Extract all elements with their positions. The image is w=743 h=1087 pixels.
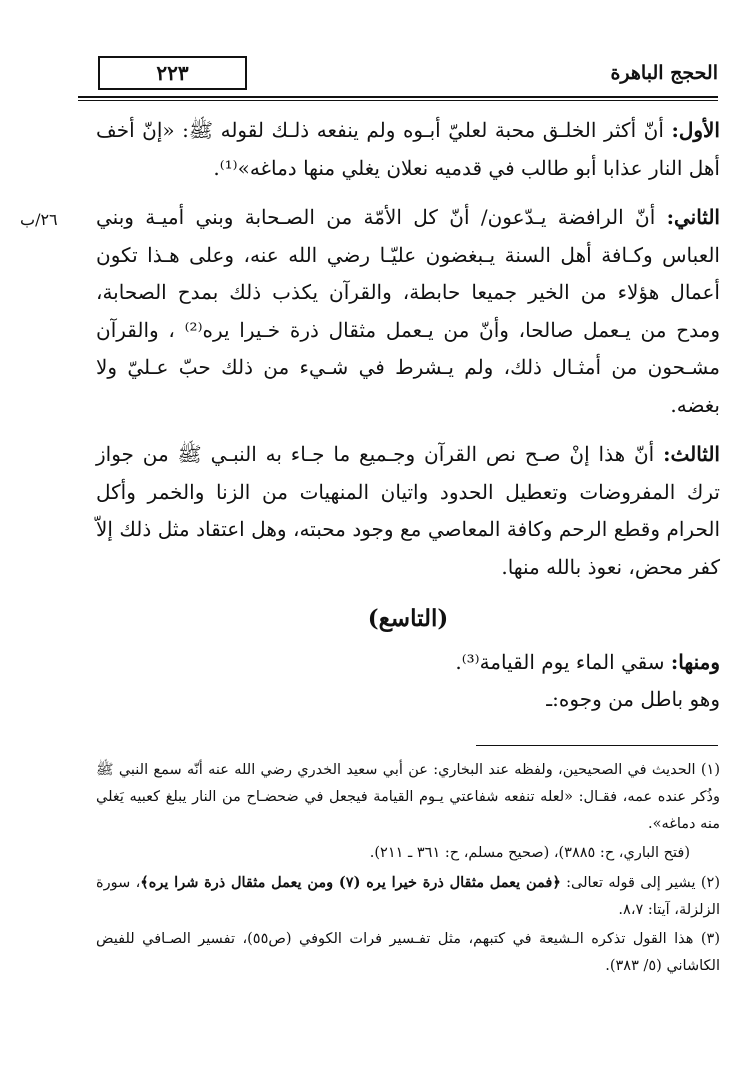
margin-folio-note: ٢٦/ب	[20, 210, 58, 229]
footnote-2	[96, 869, 720, 924]
footnote-suffix: ، سورة الزلزلة، آيتا: ٨،٧.	[96, 875, 720, 918]
footnote-1	[96, 757, 720, 838]
footnotes	[96, 757, 720, 982]
paragraph-fifth: وهو باطل من وجوه:ـ	[546, 687, 720, 711]
footnote-text: (٣) هذا القول تذكره الـشيعة في كتبهم، مثل تفـسير فرات الكوفي (ص٥٥)، تفسير الصـافي للفيض الكاشاني (٥/ ٣٨٣).	[96, 931, 720, 974]
paragraph-text: سقي الماء يوم القيامة⁽³⁾.	[455, 649, 671, 674]
paragraph-fourth	[96, 644, 720, 682]
footnote-prefix: (٢) يشير إلى قوله تعالى:	[560, 875, 720, 891]
quran-quote: ﴿فمن يعمل مثقال ذرة خيرا يره (٧) ومن يعمل مثقال ذرة شرا يره﴾	[140, 874, 561, 891]
footnote-text: (١) الحديث في الصحيحين، ولفظه عند البخاري: عن أبي سعيد الخدري رضي الله عنه أنّه سمع النبي ﷺ وذُكر عنده عمه، فقـال: «لعله تنفعه شفاعتي يـوم القيامة فيجعل في ضحضـاح من النار يبلغ كعبيه يَغلي منه دماغه».	[96, 762, 720, 832]
header-rule	[78, 96, 718, 98]
footnote-rule	[476, 745, 718, 746]
paragraph-text: أنّ أكثر الخلـق محبة لعليّ أبـوه ولم ينفعه ذلـك لقوله ﷺ: «إنّ أخف أهل النار عذابا أبو طالب في قدميه نعلان يغلي منها دماغه»⁽¹⁾.	[96, 118, 720, 180]
header-rule-thin	[78, 100, 718, 101]
paragraph-lead: الثالث:	[663, 442, 720, 466]
page-header	[78, 56, 718, 96]
paragraph-text: أنّ هذا إنْ صـح نص القرآن وجـميع ما جـاء به النبـي ﷺ من جواز ترك المفروضات وتعطيل الحدود واتيان المنهيات من الزنا والخمر وأكل الحرام وقطع الرحم وكافة المعاصي مع وجود محبته، وهل اعتقاد مثل ذلك إلاّ كفر محض، نعوذ بالله منها.	[96, 442, 720, 579]
running-title: الحجج الباهرة	[610, 62, 718, 84]
footnote-3	[96, 926, 720, 980]
paragraph-lead: الأول:	[671, 118, 720, 142]
footnote-1-reference	[96, 840, 720, 867]
paragraph-third	[96, 436, 720, 586]
paragraph-lead: ومنها:	[670, 649, 720, 674]
paragraph-text: أنّ الرافضة يـدّعون/ أنّ كل الأمّة من الصـحابة وبني أميـة وبني العباس وكـافة أهل السنة يـبغضون عليّـا رضي الله عنه، وعلى هـذا تكون أعمال هؤلاء من الخير جميعا حابطة، والقرآن يكذب ذلك بمدح الصحابة، ومدح من يـعمل صالحا، وأنّ من يـعمل مثقال ذرة خـيرا يره⁽²⁾ ، والقرآن مشـحون من أمثـال ذلك، ولم يـشرط في شـيء من ذلك حبّ عـليّ ولا بغضه.	[96, 205, 721, 417]
page-number: ٢٢٣	[98, 56, 247, 90]
paragraph-lead: الثاني:	[666, 205, 720, 229]
paragraph-second	[96, 199, 720, 424]
paragraph-first	[96, 112, 720, 187]
section-heading: (التاسع)	[367, 605, 449, 632]
main-text	[96, 112, 720, 719]
footnote-text: (فتح الباري، ح: ٣٨٨٥)، (صحيح مسلم، ح: ٣٦١ ـ ٢١١).	[369, 845, 690, 861]
